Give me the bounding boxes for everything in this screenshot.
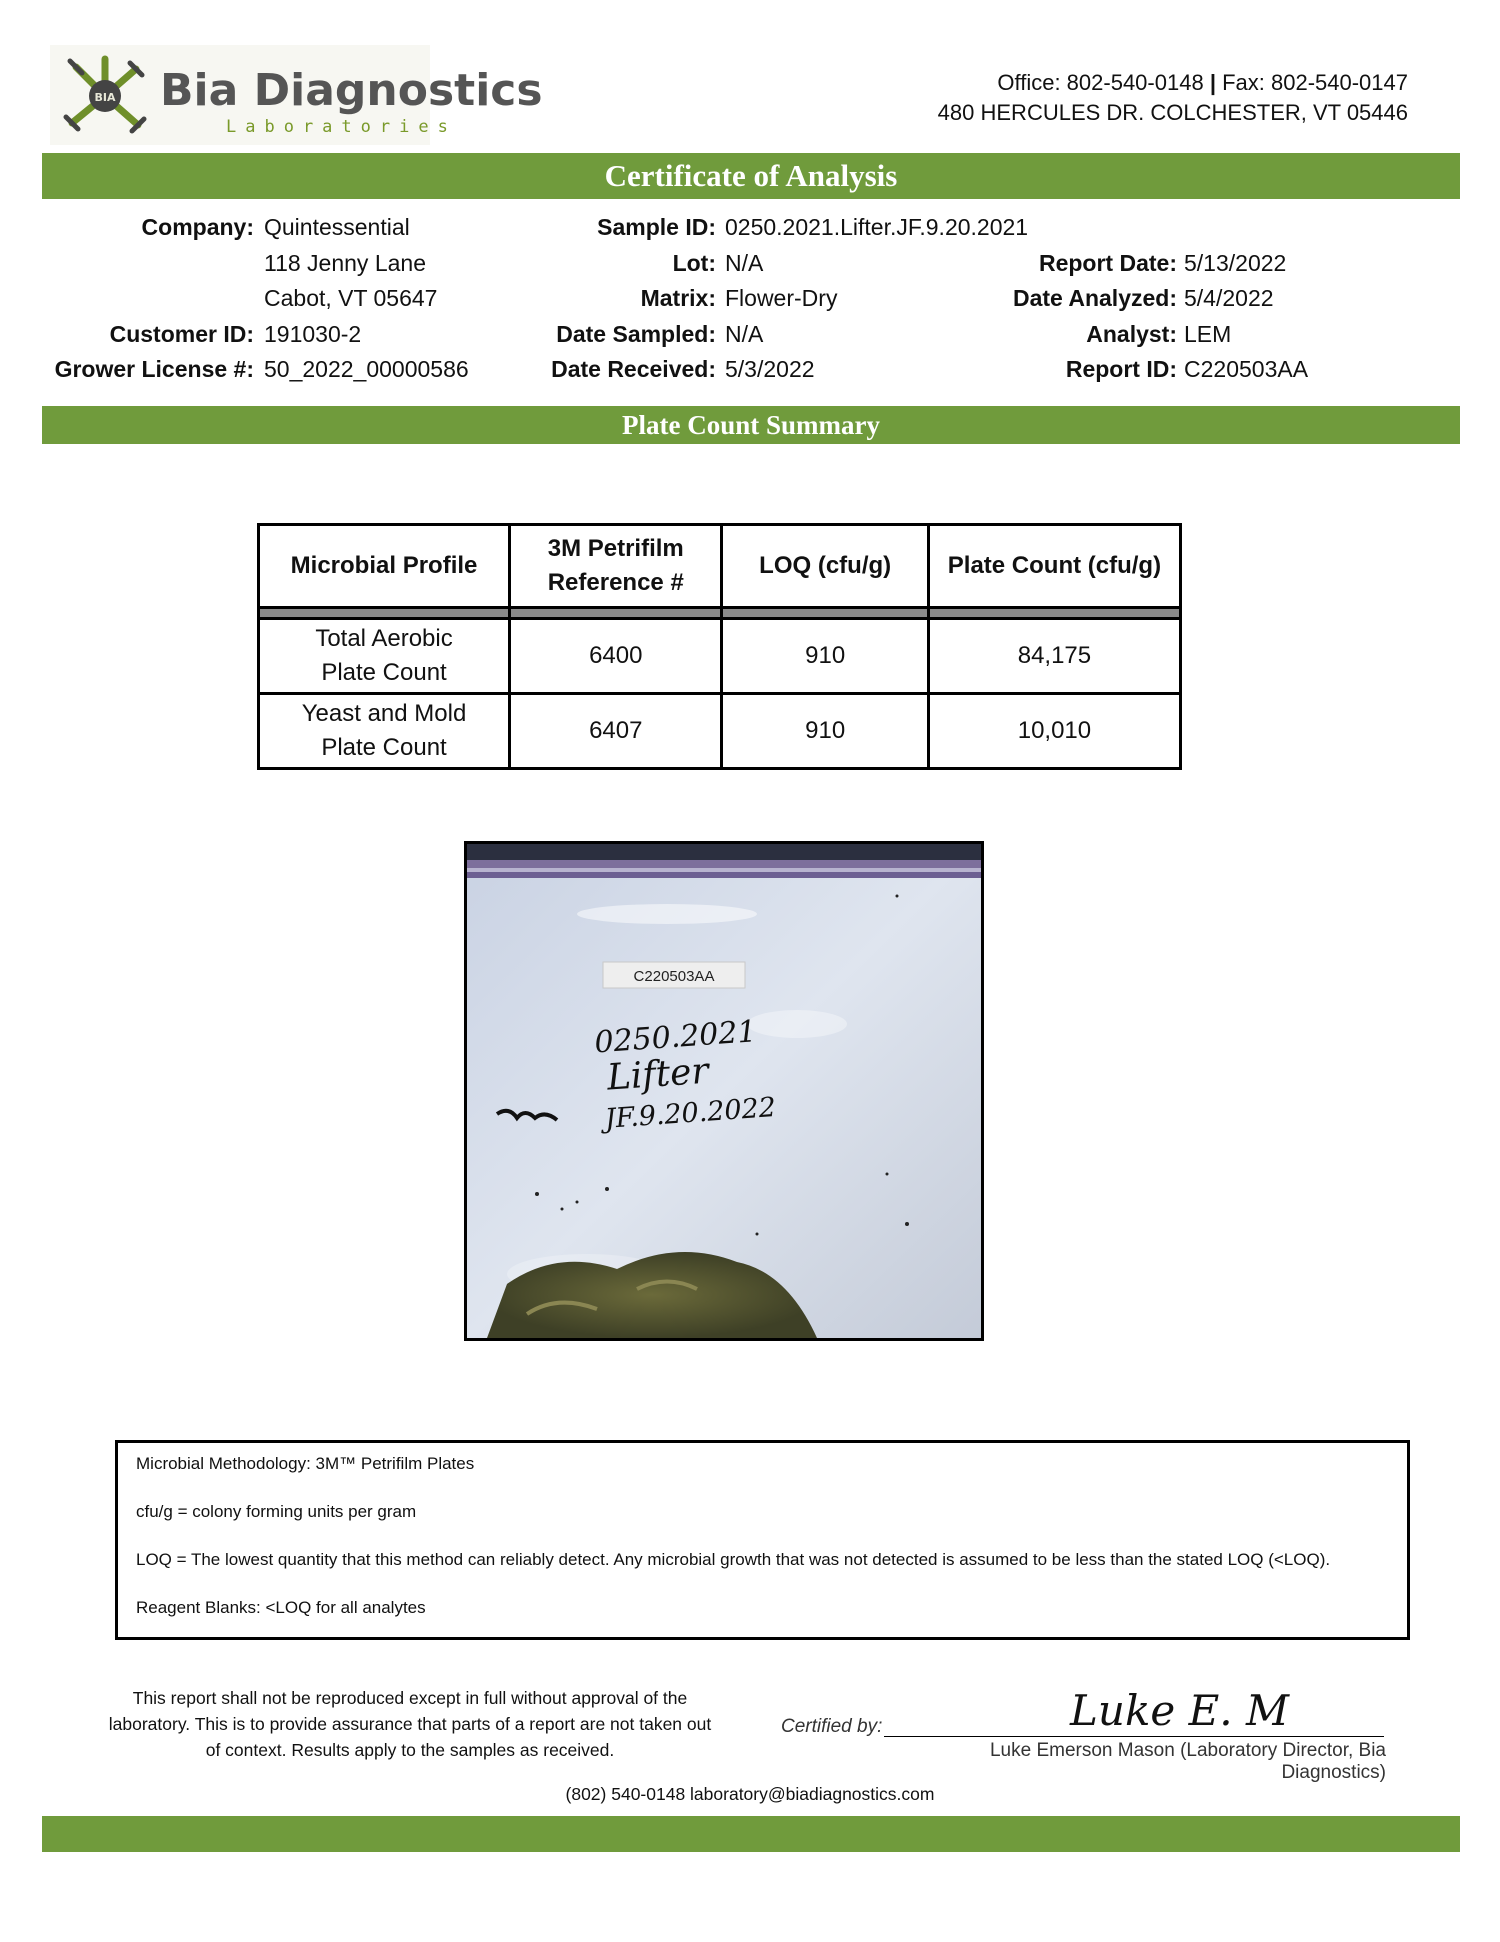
profile-line2: Plate Count (321, 659, 447, 686)
lab-contact: (802) 540-0148 laboratory@biadiagnostics.com (565, 1784, 935, 1804)
company-logo (50, 45, 543, 145)
logo-name: Bia Diagnostics (160, 65, 543, 116)
analyst-value: LEM (1184, 320, 1232, 347)
matrix-value: Flower-Dry (725, 285, 838, 311)
lot-label: Lot: (672, 249, 716, 276)
analyst-label: Analyst: (1086, 320, 1177, 347)
disclaimer-line: laboratory. This is to provide assurance that parts of a report are not taken out (108, 1714, 712, 1734)
molecule-logo-icon (60, 53, 150, 139)
header-plate-count: Plate Count (cfu/g) (928, 525, 1180, 608)
info-labels-right (960, 210, 1177, 388)
handwritten-strain: Lifter (605, 1050, 710, 1099)
table-row (259, 694, 1181, 769)
report-date-value: 5/13/2022 (1184, 249, 1287, 276)
sample-id-label: Sample ID: (597, 214, 716, 240)
methodology-line: Microbial Methodology: 3M™ Petrifilm Plates (136, 1454, 475, 1473)
date-received-label: Date Received: (551, 356, 716, 382)
count-cell: 10,010 (928, 694, 1180, 769)
customer-id-label: Customer ID: (109, 320, 254, 347)
matrix-label: Matrix: (640, 285, 716, 311)
certificate-title: Certificate of Analysis (42, 153, 1460, 199)
signature-image (1060, 1675, 1290, 1745)
date-sampled-label: Date Sampled: (556, 320, 716, 347)
report-id-label: Report ID: (1065, 356, 1177, 382)
signer-name: Luke Emerson Mason (Laboratory Director, Bia Diagnostics) (989, 1740, 1386, 1783)
header-petrifilm-line1: 3M Petrifilm (547, 535, 684, 562)
profile-cell (259, 694, 510, 769)
report-date-label: Report Date: (1038, 249, 1177, 276)
address-line-1: 118 Jenny Lane (264, 249, 426, 276)
reference-cell: 6407 (510, 694, 722, 769)
table-divider (259, 608, 1181, 619)
grower-license-value: 50_2022_00000586 (264, 356, 469, 382)
handwritten-sample-number: 0250.2021 (593, 1014, 758, 1061)
disclaimer-line: of context. Results apply to the samples as received. (205, 1740, 615, 1760)
disclaimer-line: This report shall not be reproduced except in full without approval of the (132, 1688, 688, 1708)
sample-id-value: 0250.2021.Lifter.JF.9.20.2021 (725, 214, 1029, 240)
date-analyzed-label: Date Analyzed: (1012, 285, 1177, 311)
header-loq: LOQ (cfu/g) (722, 525, 928, 608)
header-microbial-profile: Microbial Profile (259, 525, 510, 608)
signature-line (884, 1736, 1384, 1737)
info-labels-left (40, 210, 254, 388)
header-petrifilm-reference (510, 525, 722, 608)
lot-value: N/A (725, 249, 764, 276)
profile-line1: Total Aerobic (315, 625, 453, 652)
loq-cell: 910 (722, 619, 928, 694)
handwritten-date: JF.9.20.2022 (603, 1092, 777, 1135)
table-header-row (259, 525, 1181, 608)
separator: | (1209, 70, 1216, 95)
report-id-value: C220503AA (1184, 356, 1309, 382)
company-label: Company: (141, 214, 254, 240)
reference-cell: 6400 (510, 619, 722, 694)
footer-band (42, 1816, 1460, 1852)
plate-count-table (257, 523, 1182, 770)
methodology-box (115, 1440, 1410, 1640)
office-address: 480 HERCULES DR. COLCHESTER, VT 05446 (937, 100, 1408, 125)
date-analyzed-value: 5/4/2022 (1184, 285, 1274, 311)
info-labels-middle (500, 210, 716, 388)
sample-tag-text: C220503AA (633, 968, 715, 985)
sample-bag-image (467, 844, 981, 1338)
count-cell: 84,175 (928, 619, 1180, 694)
company-value: Quintessential (264, 214, 410, 240)
loq-cell: 910 (722, 694, 928, 769)
logo-mark-text: BIA (94, 91, 116, 104)
office-contact (938, 68, 1408, 128)
profile-cell (259, 619, 510, 694)
info-values-right (1184, 210, 1308, 388)
profile-line2: Plate Count (321, 734, 447, 761)
sample-photo (464, 841, 984, 1341)
methodology-line: Reagent Blanks: <LOQ for all analytes (136, 1598, 426, 1617)
certified-by-label: Certified by: (781, 1716, 883, 1737)
table-row (259, 619, 1181, 694)
methodology-line: cfu/g = colony forming units per gram (136, 1502, 417, 1521)
grower-license-label: Grower License #: (54, 356, 254, 382)
office-phone: Office: 802-540-0148 (997, 70, 1204, 95)
address-line-2: Cabot, VT 05647 (264, 285, 438, 311)
fax-number: Fax: 802-540-0147 (1222, 70, 1408, 95)
info-values-left (264, 210, 469, 388)
logo-subtitle: Laboratories (226, 117, 457, 137)
profile-line1: Yeast and Mold (301, 700, 467, 727)
signature-text: Luke E. M (1070, 1686, 1289, 1735)
date-received-value: 5/3/2022 (725, 356, 815, 382)
disclaimer (90, 1685, 730, 1763)
methodology-line: LOQ = The lowest quantity that this method can reliably detect. Any microbial growth that was not detected is assumed to be less than the stated LOQ (<LOQ). (136, 1550, 1331, 1569)
plate-count-summary-title: Plate Count Summary (42, 406, 1460, 444)
header-petrifilm-line2: Reference # (547, 569, 684, 596)
customer-id-value: 191030-2 (264, 320, 362, 347)
date-sampled-value: N/A (725, 320, 764, 347)
